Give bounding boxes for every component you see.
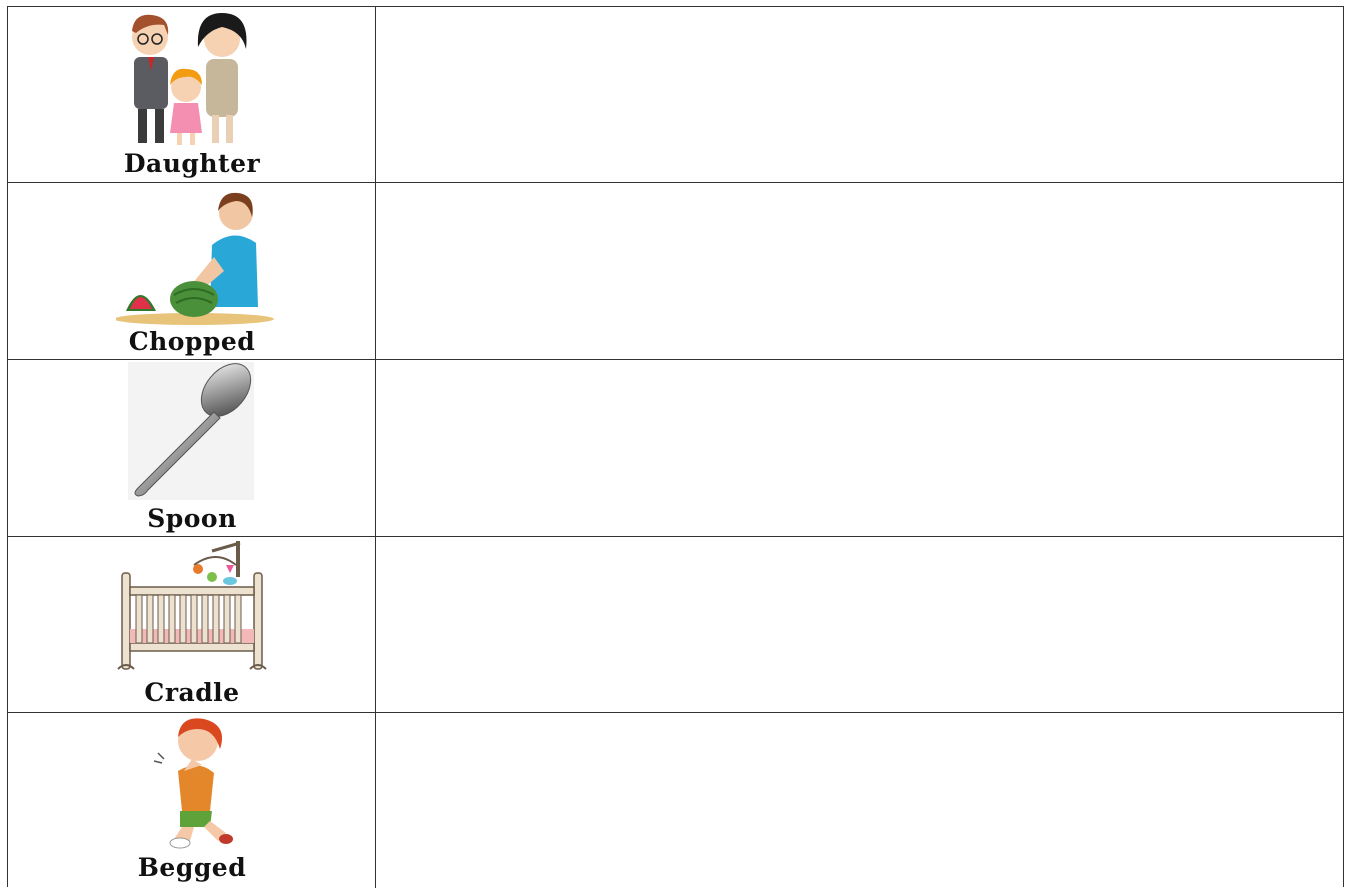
writing-cell[interactable] — [376, 360, 1343, 536]
picture-cell — [8, 537, 376, 712]
word-label: Chopped — [8, 327, 376, 356]
spoon-icon — [128, 362, 254, 500]
vocabulary-table — [7, 6, 1344, 887]
table-row — [8, 713, 1343, 888]
table-row — [8, 537, 1343, 713]
picture-cell — [8, 360, 376, 536]
picture-cell — [8, 713, 376, 888]
word-label: Daughter — [8, 149, 376, 178]
picture-cell — [8, 7, 376, 182]
table-row — [8, 360, 1343, 537]
word-label: Cradle — [8, 678, 376, 707]
writing-cell[interactable] — [376, 183, 1343, 359]
family-icon — [118, 9, 258, 147]
picture-cell — [8, 183, 376, 359]
table-row — [8, 7, 1343, 183]
writing-cell[interactable] — [376, 7, 1343, 182]
table-row — [8, 183, 1343, 360]
cradle-icon — [116, 537, 268, 677]
boy-begging-icon — [144, 715, 240, 853]
word-label: Begged — [8, 853, 376, 882]
word-label: Spoon — [8, 504, 376, 533]
writing-cell[interactable] — [376, 713, 1343, 888]
writing-cell[interactable] — [376, 537, 1343, 712]
woman-chopping-icon — [116, 187, 278, 327]
